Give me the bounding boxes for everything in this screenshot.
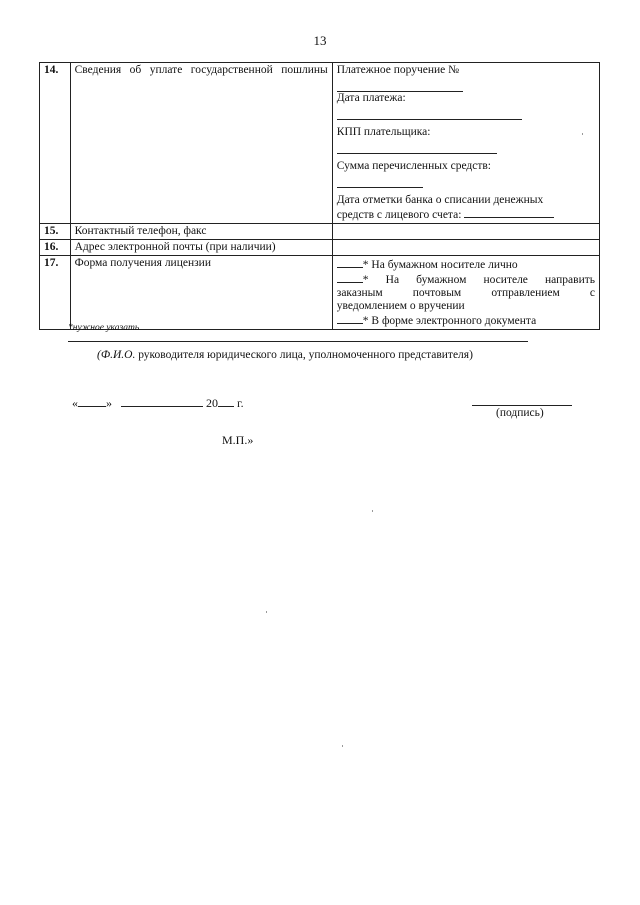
table-row <box>40 224 600 240</box>
option-text: * В форме электронного документа <box>362 315 537 327</box>
empty-cell <box>332 240 599 256</box>
scan-speck <box>266 611 267 613</box>
choice-blank <box>337 272 363 283</box>
fio-line <box>68 341 528 342</box>
option-by-mail-cont: заказным почтовым отправлением с <box>336 287 595 299</box>
table-row <box>40 256 600 330</box>
row-label: Адрес электронной почты (при наличии) <box>70 240 332 256</box>
row-number: 15. <box>40 224 71 240</box>
date-quote-close: » <box>106 396 112 410</box>
date-field <box>72 395 244 411</box>
fio-caption <box>97 349 473 361</box>
signature-line <box>472 405 572 406</box>
signature-caption: (подпись) <box>496 407 544 419</box>
sum-label: Сумма перечисленных средств: <box>336 160 492 172</box>
kpp-line <box>337 141 497 154</box>
row-number: 17. <box>40 256 71 330</box>
bank-mark-line <box>464 207 554 218</box>
payment-date-line <box>337 107 522 120</box>
bank-mark-label: Дата отметки банка о списании денежных <box>336 194 544 206</box>
application-form-table <box>39 62 600 330</box>
option-by-mail <box>337 272 595 287</box>
choice-blank <box>337 257 363 268</box>
row-label: Сведения об уплате государственной пошлины <box>70 63 332 224</box>
row-number: 14. <box>40 63 71 224</box>
option-text: * На бумажном носителе направить <box>362 274 595 286</box>
payment-fields <box>332 63 599 224</box>
bank-mark-label-2 <box>337 207 595 222</box>
fio-rest: руководителя юридического лица, уполномоченного представителя) <box>138 349 473 361</box>
year-suffix: г. <box>237 396 244 410</box>
scan-speck <box>372 510 373 512</box>
month-blank <box>121 395 203 407</box>
day-blank <box>78 395 106 407</box>
row-label: Форма получения лицензии <box>70 256 332 330</box>
option-text: * На бумажном носителе лично <box>362 259 518 271</box>
bank-mark-text: средств с лицевого счета: <box>336 209 462 221</box>
date-quote-open: « <box>72 396 78 410</box>
kpp-label: КПП плательщика: <box>336 126 431 138</box>
option-in-person <box>337 257 595 272</box>
option-electronic <box>337 313 595 328</box>
year-prefix: 20 <box>206 396 218 410</box>
row-number: 16. <box>40 240 71 256</box>
payment-order-label: Платежное поручение № <box>336 64 460 76</box>
fio-abbr: (Ф.И.О. <box>97 349 136 361</box>
table-row <box>40 63 600 224</box>
page-number: 13 <box>313 33 327 48</box>
year-blank <box>218 395 234 407</box>
payment-date-label: Дата платежа: <box>336 92 406 104</box>
sum-line <box>337 175 423 188</box>
payment-order-line <box>337 79 463 92</box>
choice-blank <box>337 313 363 324</box>
license-form-options <box>332 256 599 330</box>
footnote: *нужное указать <box>68 323 140 333</box>
empty-cell <box>332 224 599 240</box>
row-label: Контактный телефон, факс <box>70 224 332 240</box>
stamp-label: М.П.» <box>222 433 254 447</box>
option-by-mail-cont-2: уведомлением о вручении <box>336 300 465 312</box>
scan-speck <box>582 133 583 135</box>
table-row <box>40 240 600 256</box>
scan-speck <box>342 745 343 747</box>
